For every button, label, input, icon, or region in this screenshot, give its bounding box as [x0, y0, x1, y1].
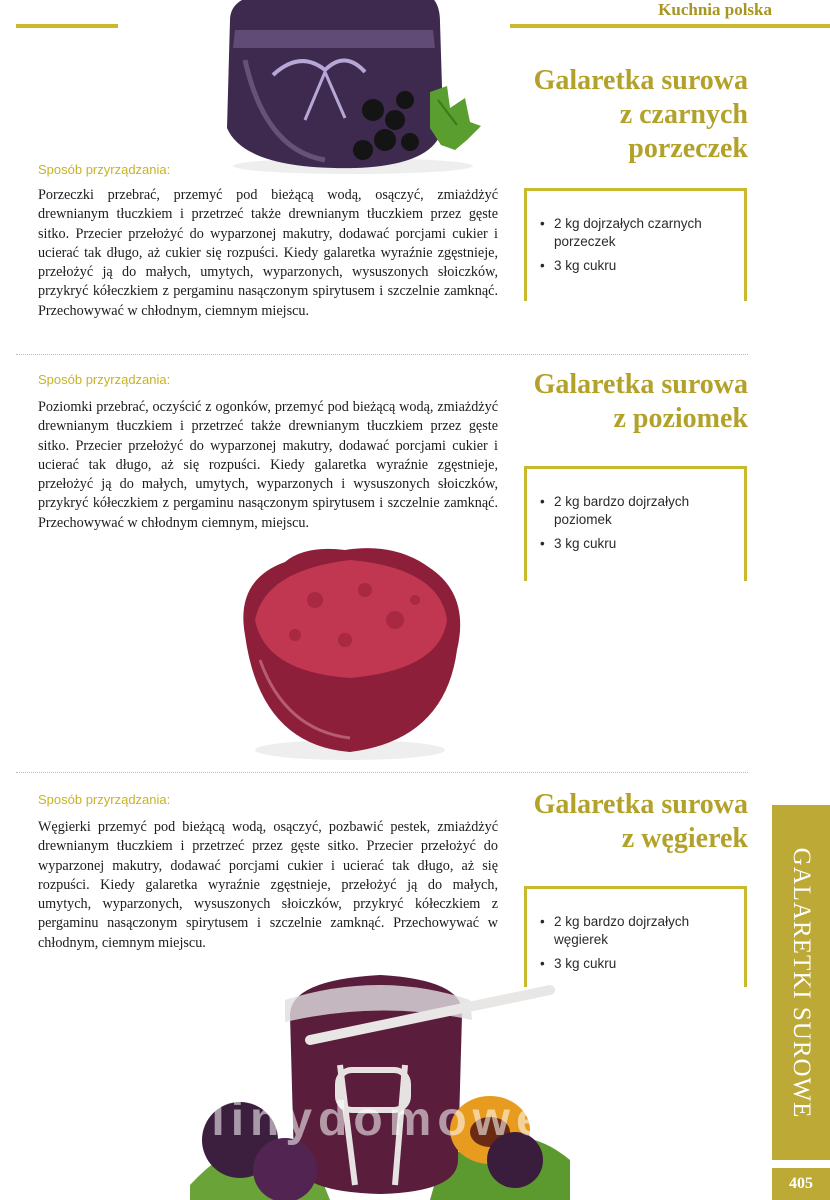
method-label: Sposób przyrządzania:: [38, 162, 171, 177]
section-divider: [16, 772, 748, 773]
recipe-body: Porzeczki przebrać, przemyć pod bieżącą wodą, osączyć, zmiażdżyć drewnianym tłuczkiem i przetrzeć także drewnianym tłuczkiem przez gęste sitko. Przecier przełożyć do wyparzonej makutry, dodawać porcjami cukier i ucierać tak długo, aż cukier się rozpuści. Kiedy galaretka wyraźnie zgęstnieje, przełożyć ją do małych, umytych, wyparzonych, wysuszonych słoiczków, przykryć kółeczkiem z pergaminu nasączonym spirytusem i szczelnie zamknąć. Przechowywać w chłodnym, ciemnym miejscu.: [38, 187, 498, 319]
recipe-title-line: z czarnych: [619, 99, 748, 130]
ingredient-item: • 2 kg bardzo dojrzałych poziomek: [538, 493, 724, 529]
recipe-body: Węgierki przemyć pod bieżącą wodą, osączyć, pozbawić pestek, zmiażdżyć drewnianym tłuczkiem i przetrzeć przez gęste sitko. Przecier przełożyć do wyparzonej makutry, dodawać porcjami cukier i ucierać tak długo, aż się rozpuści. Kiedy galaretka wyraźnie zgęstnieje, przełożyć ją do małych, umytych, wyparzonych, wysuszonych słoiczków, przykryć kółeczkiem z pergaminu nasączonym spirytusem i szczelnie zamknąć. Przechowywać w chłodnym, ciemnym miejscu.: [38, 819, 498, 951]
recipe-title: [500, 788, 748, 856]
page-number: 405: [772, 1168, 830, 1200]
plum-jelly-jar-image: [190, 960, 570, 1200]
recipe-title-line: z węgierek: [621, 823, 748, 854]
recipe-title-line: z poziomek: [613, 403, 748, 434]
recipe-title-line: Galaretka surowa: [533, 65, 748, 96]
ingredient-item: • 3 kg cukru: [538, 535, 724, 553]
ingredients-box: [524, 466, 747, 581]
blackcurrant-jar-image: [205, 0, 495, 180]
strawberry-jelly-bowl-image: [225, 540, 475, 765]
header-rule-right: [510, 24, 830, 28]
recipe-body: Poziomki przebrać, oczyścić z ogonków, przemyć pod bieżącą wodą, zmiażdżyć drewnianym tłuczkiem i przetrzeć także drewnianym tłuczkiem przez gęste sitko. Przecier przełożyć do wyparzonej makutry, dodawać porcjami cukier i ucierać tak długo, aż się rozpuści. Kiedy galaretka wyraźnie zgęstnieje, przełożyć ją do małych, umytych, wyparzonych i wysuszonych słoiczków, przykryć kółeczkiem z pergaminu nasączonym spirytusem i szczelnie zamknąć. Przechowywać w chłodnym ciemnym, miejscu.: [38, 399, 498, 531]
method-label: Sposób przyrządzania:: [38, 792, 171, 807]
ingredients-list: [538, 493, 724, 559]
chapter-tab-label: GALARETKI SUROWE: [788, 847, 815, 1119]
ingredients-list: [538, 215, 724, 281]
ingredient-item: • 2 kg bardzo dojrzałych węgierek: [538, 913, 724, 949]
header-rule-left: [16, 24, 118, 28]
ingredient-item: • 3 kg cukru: [538, 955, 724, 973]
recipe-title: [500, 368, 748, 436]
ingredients-box: [524, 188, 747, 301]
recipe-title-line: porzeczek: [628, 133, 748, 164]
recipe-title: [500, 64, 748, 166]
method-label: Sposób przyrządzania:: [38, 372, 171, 387]
recipe-title-line: Galaretka surowa: [533, 369, 748, 400]
watermark: wedlinydomowe.pl: [100, 1093, 623, 1146]
section-title: Kuchnia polska: [658, 0, 772, 19]
recipe-title-line: Galaretka surowa: [533, 789, 748, 820]
ingredient-item: • 2 kg dojrzałych czarnych porzeczek: [538, 215, 724, 251]
section-divider: [16, 354, 748, 355]
ingredient-item: • 3 kg cukru: [538, 257, 724, 275]
